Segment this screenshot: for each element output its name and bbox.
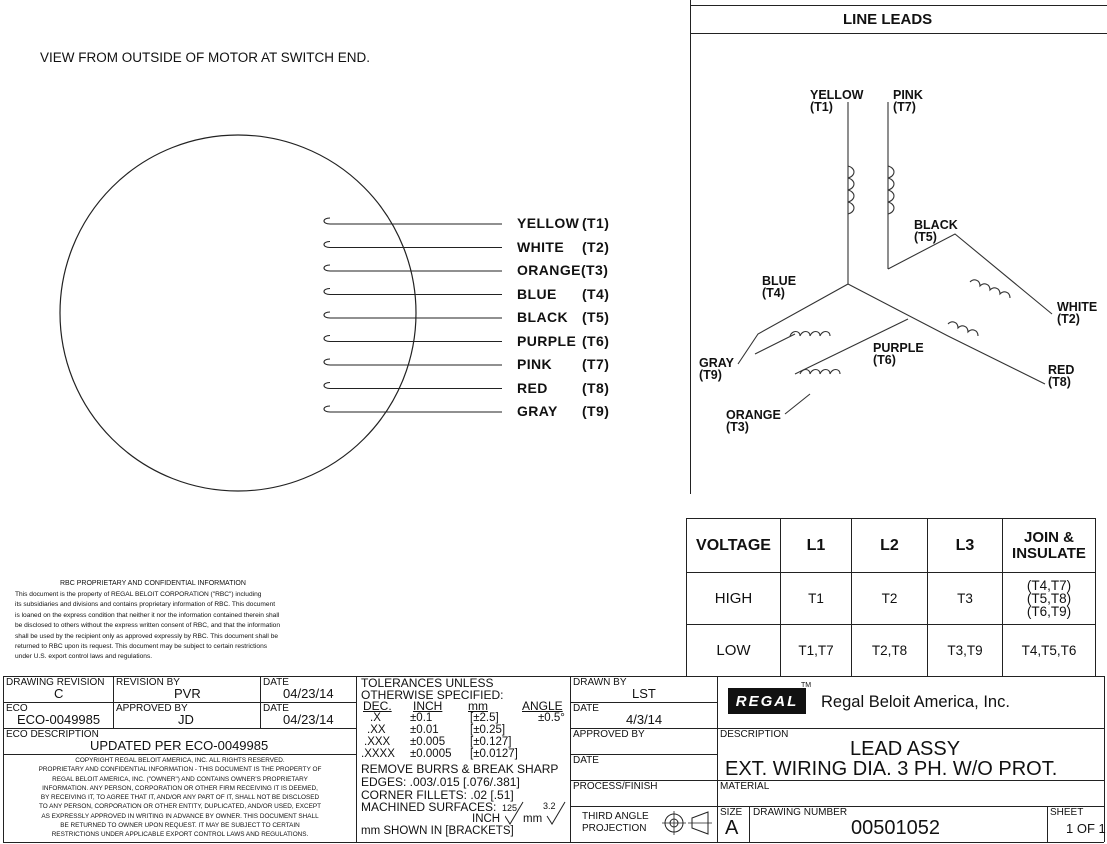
lead-name: WHITE xyxy=(517,238,565,255)
table-cell: T1,T7 xyxy=(780,624,852,677)
coil-t4 xyxy=(790,332,830,337)
copyright-line: BY RECEIVING IT, TO AGREE THAT IT, AND/OR ANY PART OF IT, SHALL NOT BE DISCLOSED xyxy=(40,794,320,802)
revision-by: PVR xyxy=(174,686,201,701)
table-cell: T2 xyxy=(851,572,928,625)
tolerance-header: ANGLE xyxy=(522,699,563,713)
lead-wire xyxy=(324,218,502,224)
tolerance-cell: ±0.5° xyxy=(538,712,565,724)
tolerance-title-2: OTHERWISE SPECIFIED: xyxy=(361,688,504,702)
projection-line-2: PROJECTION xyxy=(582,823,647,834)
surface-mm-value: 3.2 xyxy=(543,801,556,811)
tolerance-cell: [±0.25] xyxy=(470,724,506,736)
eco-label: ECO xyxy=(6,703,28,714)
eco-description-label: ECO DESCRIPTION xyxy=(6,729,99,740)
lead-terminal: (T1) xyxy=(582,215,610,231)
tolerance-cell: [±2.5] xyxy=(470,712,499,724)
lead-terminal: (T4) xyxy=(582,285,610,302)
table-cell: T1 xyxy=(780,572,852,625)
description-label: DESCRIPTION xyxy=(720,729,789,740)
proprietary-line: returned to RBC upon its request. This document may be subject to certain restrictions xyxy=(15,643,268,651)
tolerance-header: mm xyxy=(468,699,488,713)
lead-wire xyxy=(324,312,502,318)
lead-terminal: (T9) xyxy=(582,403,610,419)
table-cell: T3,T9 xyxy=(927,624,1003,677)
copyright-notice xyxy=(4,756,356,840)
copyright-line: BE RETURNED TO OWNER UPON REQUEST. IT MAY BE SUBJECT TO CERTAIN xyxy=(60,822,300,830)
proprietary-line: its subsidiaries and divisions and contains proprietary information of RBC. This document xyxy=(15,601,276,609)
table-cell: T4,T5,T6 xyxy=(1002,624,1096,677)
tolerance-cell: .XX xyxy=(367,724,386,736)
approved-date: 04/23/14 xyxy=(283,712,334,727)
copyright-line: INFORMATION. ANY PERSON, CORPORATION OR OTHER FIRM RECEIVING IT IS DEEMED, xyxy=(42,784,318,792)
process-finish-label: PROCESS/FINISH xyxy=(573,781,658,792)
label-black: BLACK (T5) xyxy=(914,218,958,244)
lead-terminal: (T6) xyxy=(582,332,610,349)
material-label: MATERIAL xyxy=(720,781,770,792)
table-cell: LOW xyxy=(686,624,781,677)
table-cell: HIGH xyxy=(686,572,781,625)
tolerance-cell: [±0.0127] xyxy=(470,748,518,760)
lead-terminal: (T8) xyxy=(582,379,610,396)
lead-wire xyxy=(324,265,502,271)
table-header-cell: JOIN & INSULATE xyxy=(1002,518,1096,573)
table-cell: T2,T8 xyxy=(851,624,928,677)
line-leads-title: LINE LEADS xyxy=(843,11,933,28)
motor-circle xyxy=(60,135,416,491)
copyright-line: REGAL BELOIT AMERICA, INC. ("OWNER") AND CONTAINS OWNER'S PROPRIETARY xyxy=(52,775,308,783)
lead-name: GRAY xyxy=(517,403,558,419)
copyright-line: TO ANY PERSON, CORPORATION OR OTHER ENTITY, DUPLICATED, AND/OR USED, EXCEPT xyxy=(38,803,322,811)
size-value: A xyxy=(725,817,739,839)
lead-terminal: (T3) xyxy=(581,262,609,278)
coil-t1 xyxy=(848,166,854,214)
sheet-label: SHEET xyxy=(1050,807,1084,818)
tolerance-cell: ±0.1 xyxy=(410,712,433,724)
proprietary-line: shall be used by the recipient only as approved expressly by RBC. This document shall be xyxy=(15,632,279,640)
t9-wire xyxy=(755,334,795,354)
copyright-line: AS EXPRESSLY APPROVED IN WRITING IN ADVANCE BY OWNER. THIS DOCUMENT SHALL xyxy=(41,812,319,820)
tolerance-cell: .XXX xyxy=(364,736,391,748)
lead-name: PINK xyxy=(517,356,553,372)
proprietary-line: under U.S. export control laws and regulations. xyxy=(15,653,153,661)
motor-end-view xyxy=(0,0,690,520)
proprietary-line: is loaned on the express condition that neither it nor the information contained therein shall xyxy=(15,611,280,619)
lead-terminal: (T5) xyxy=(582,309,610,325)
lead-wire xyxy=(324,289,502,295)
label-yellow: YELLOW (T1) xyxy=(810,88,864,114)
table-header-cell: VOLTAGE xyxy=(686,518,781,573)
tolerance-header: INCH xyxy=(413,699,443,713)
proprietary-title: RBC PROPRIETARY AND CONFIDENTIAL INFORMATION xyxy=(60,580,246,587)
mm-shown: mm SHOWN IN [BRACKETS] xyxy=(361,825,514,837)
top-border xyxy=(690,5,1107,6)
drawn-by: LST xyxy=(632,686,656,701)
tolerance-note: CORNER FILLETS: .02 [.51] xyxy=(361,787,514,802)
revision-date: 04/23/14 xyxy=(283,686,334,701)
table-header-cell: L2 xyxy=(851,518,928,573)
surface-finish-symbols xyxy=(505,800,567,830)
label-white: WHITE (T2) xyxy=(1057,300,1098,326)
tolerance-note: REMOVE BURRS & BREAK SHARP xyxy=(361,762,559,776)
copyright-line: RESTRICTIONS UNDER APPLICABLE EXPORT CONTROL LAWS AND REGULATIONS. xyxy=(51,831,309,839)
drawn-date-label: DATE xyxy=(573,703,599,714)
regal-logo: REGAL xyxy=(728,688,806,714)
table-cell: (T4,T7) (T5,T8) (T6,T9) xyxy=(1002,572,1096,625)
size-label: SIZE xyxy=(720,807,743,818)
lead-name: YELLOW xyxy=(517,215,580,231)
approved-by-label-2: APPROVED BY xyxy=(573,729,645,740)
label-orange: ORANGE (T3) xyxy=(726,408,781,434)
date-label-2: DATE xyxy=(573,755,599,766)
lead-wire xyxy=(324,383,502,389)
tolerance-cell: ±0.01 xyxy=(410,724,439,736)
projection-line-1: THIRD ANGLE xyxy=(582,811,649,822)
t1-t4-wire xyxy=(738,102,848,364)
copyright-line: COPYRIGHT REGAL BELOIT AMERICA, INC. ALL RIGHTS RESERVED. xyxy=(75,757,285,764)
label-pink: PINK (T7) xyxy=(893,88,923,114)
tolerance-note: EDGES: .003/.015 [.076/.381] xyxy=(361,774,520,789)
lead-wires xyxy=(324,218,502,412)
third-angle-projection-icon xyxy=(662,810,714,836)
table-cell: T3 xyxy=(927,572,1003,625)
table-header-cell: L1 xyxy=(780,518,852,573)
lead-name: ORANGE xyxy=(517,262,581,278)
coil-t8 xyxy=(948,322,978,336)
table-header-cell: L3 xyxy=(927,518,1003,573)
approved-date-label: DATE xyxy=(263,703,289,714)
lead-wire xyxy=(324,406,502,412)
proprietary-line: be disclosed to others without the express written consent of RBC, and that the information xyxy=(15,622,280,630)
copyright-line: PROPRIETARY AND CONFIDENTIAL INFORMATION - THIS DOCUMENT IS THE PROPERTY OF xyxy=(38,766,322,774)
surface-mm: mm xyxy=(523,813,543,825)
surface-inch-value: 125 xyxy=(502,803,518,813)
coil-t6 xyxy=(800,370,840,375)
eco-description: UPDATED PER ECO-0049985 xyxy=(90,738,269,753)
revision-date-label: DATE xyxy=(263,677,289,688)
approved-by-label: APPROVED BY xyxy=(116,703,188,714)
drawing-number-label: DRAWING NUMBER xyxy=(753,807,848,818)
tolerance-cell: [±0.127] xyxy=(470,736,512,748)
label-red: RED (T8) xyxy=(1048,363,1075,389)
drawn-by-label: DRAWN BY xyxy=(573,677,627,688)
lead-name: PURPLE xyxy=(517,332,577,349)
drawn-date: 4/3/14 xyxy=(626,712,663,727)
lead-name: BLUE xyxy=(517,285,557,302)
sheet-value: 1 OF 1 xyxy=(1066,821,1106,836)
description-line-2: EXT. WIRING DIA. 3 PH. W/O PROT. xyxy=(725,758,1058,780)
tolerance-cell: ±0.005 xyxy=(410,736,446,748)
eco-number: ECO-0049985 xyxy=(17,712,101,727)
lead-terminal: (T2) xyxy=(582,238,610,255)
label-purple: PURPLE (T6) xyxy=(873,341,924,367)
t3-wire xyxy=(785,394,810,414)
view-note: VIEW FROM OUTSIDE OF MOTOR AT SWITCH END. xyxy=(40,50,371,65)
label-blue: BLUE (T4) xyxy=(762,274,797,300)
revision-by-label: REVISION BY xyxy=(116,677,180,688)
lead-wire xyxy=(324,336,502,342)
proprietary-line: This document is the property of REGAL BELOIT CORPORATION ("RBC") including xyxy=(15,591,262,598)
tolerance-cell: .XXXX xyxy=(361,748,395,760)
lead-wire xyxy=(324,359,502,365)
lead-name: BLACK xyxy=(517,309,568,325)
trademark: TM xyxy=(801,682,812,689)
tolerance-title-1: TOLERANCES UNLESS xyxy=(361,676,494,690)
t5-t2-wire xyxy=(888,234,1052,314)
company-name: Regal Beloit America, Inc. xyxy=(821,693,1010,711)
tolerance-cell: ±0.0005 xyxy=(410,748,452,760)
description-line-1: LEAD ASSY xyxy=(850,738,961,760)
surface-inch: INCH xyxy=(472,813,501,825)
lead-name: RED xyxy=(517,379,548,396)
approved-by: JD xyxy=(178,712,194,727)
drawing-revision: C xyxy=(54,686,64,701)
label-gray: GRAY (T9) xyxy=(699,356,734,382)
lead-wire xyxy=(324,242,502,248)
lead-terminal: (T7) xyxy=(582,356,610,372)
tolerance-note: MACHINED SURFACES: xyxy=(361,800,497,815)
coil-t7 xyxy=(888,166,894,214)
tolerance-cell: .X xyxy=(370,712,381,724)
tolerance-header: DEC. xyxy=(363,699,392,713)
coil-t5 xyxy=(970,280,1010,298)
proprietary-notice xyxy=(15,590,315,663)
drawing-revision-label: DRAWING REVISION xyxy=(6,677,105,688)
drawing-number: 00501052 xyxy=(851,817,940,839)
